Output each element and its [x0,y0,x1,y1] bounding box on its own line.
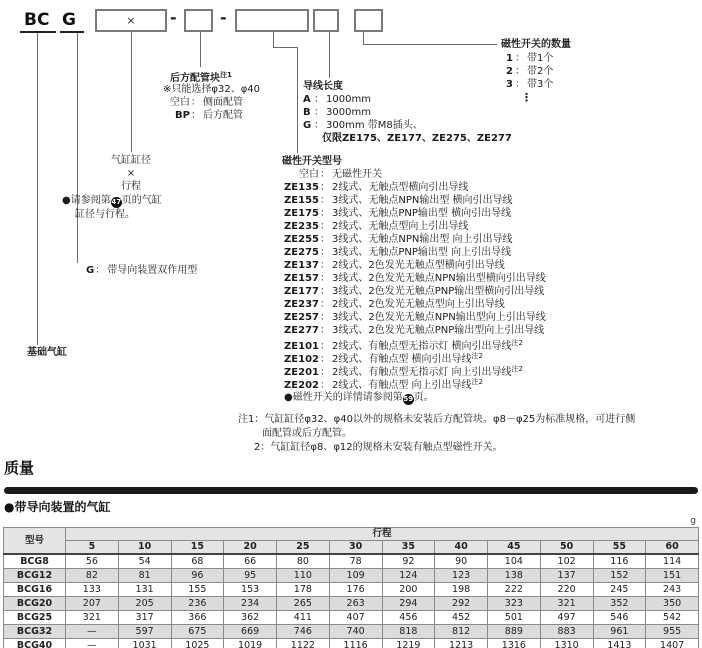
model-cell: BCG40 [4,639,66,648]
callout-line-qty [363,44,497,45]
lead-length-box [313,9,339,32]
item-desc: 3线式、2色发光无触点PNP输出型向上引出导线 [332,325,545,336]
mass-value-cell: 110 [277,569,330,583]
mass-value-cell: 104 [488,554,541,569]
item-code: 1 [506,53,513,64]
mass-value-cell: 82 [66,569,119,583]
mass-table-row [4,611,699,625]
item-colon: ： [314,120,324,131]
switch-qty-box [354,9,383,32]
item-desc: 3线式、无触点NPN输出型 横向引出导线 [332,195,513,206]
item-colon: ： [320,195,330,206]
item-code: ZE175 [284,208,319,219]
switch-model-item [282,207,546,220]
mass-value-cell: — [66,625,119,639]
mass-value-cell: 1122 [277,639,330,648]
item-desc: 1000mm [326,94,371,105]
mass-value-cell: 234 [224,597,277,611]
item-code: 空白 [170,97,190,108]
item-code: ZE235 [284,221,319,232]
mass-value-cell: 198 [435,583,488,597]
footnote-2: 2：气缸缸径φ8、φ12的规格未安装有触点型磁性开关。 [254,442,503,453]
item-colon: ： [191,97,201,108]
switch-model-list [282,168,546,389]
mass-value-cell: 321 [66,611,119,625]
mass-table [3,527,699,648]
switch-qty-item [506,65,553,78]
switch-qty-title: 磁性开关的数量 [501,39,571,50]
item-code: 空白 [299,169,319,180]
mass-value-cell: 68 [171,554,224,569]
item-desc: 带3个 [527,79,554,90]
item-code: ZE137 [284,260,319,271]
item-code: ZE135 [284,182,319,193]
mass-table-row [4,554,699,569]
item-code: B [303,107,311,118]
stroke-header-value: 15 [171,541,224,555]
mass-table-row [4,597,699,611]
model-cell: BCG8 [4,554,66,569]
mass-value-cell: 501 [488,611,541,625]
mass-value-cell: 243 [646,583,699,597]
switch-model-item [282,311,546,324]
mass-table-row [4,583,699,597]
item-colon: ： [320,182,330,193]
callout-line-switch-model [273,32,274,47]
guide-type-desc: 带导向装置双作用型 [107,265,198,276]
mass-value-cell: 292 [435,597,488,611]
item-colon: ： [320,325,330,336]
guide-type-code: G [86,265,95,276]
item-code: ZE102 [284,354,319,365]
item-desc: 3线式、2色发光无触点PNP输出型横向引出导线 [332,286,545,297]
mass-value-cell: 220 [540,583,593,597]
mass-value-cell: 95 [224,569,277,583]
mass-table-header-row [4,528,699,541]
item-colon: ： [320,299,330,310]
item-code: ZE275 [284,247,319,258]
note-text: 页的气缸 [121,195,162,206]
mass-value-cell: 56 [66,554,119,569]
base-cylinder-label: 基础气缸 [27,347,67,358]
stroke-header-value: 55 [593,541,646,555]
mass-table-row [4,625,699,639]
lead-length-item [303,106,423,119]
item-code: ZE237 [284,299,319,310]
mass-value-cell: 323 [488,597,541,611]
mass-value-cell: 205 [118,597,171,611]
mass-value-cell: — [66,639,119,648]
switch-model-item [282,363,546,376]
note-text: ●请参阅第 [62,195,111,206]
item-desc: 3线式、无触点PNP输出型 横向引出导线 [332,208,512,219]
stroke-header-value: 45 [488,541,541,555]
switch-model-title: 磁性开关型号 [282,156,342,167]
mass-value-cell: 1031 [118,639,171,648]
item-code: A [303,94,311,105]
note-ref: 注2 [511,339,524,347]
item-colon: ： [320,286,330,297]
mass-value-cell: 138 [488,569,541,583]
model-code-prefix: BC [24,10,50,30]
mass-value-cell: 597 [118,625,171,639]
item-colon: ： [320,234,330,245]
item-desc: 侧面配管 [203,97,243,108]
item-desc: 2线式、有触点型 横向引出导线 [332,354,472,365]
underline [20,31,56,33]
stroke-header-value: 60 [646,541,699,555]
mass-value-cell: 54 [118,554,171,569]
mass-table-row [4,569,699,583]
item-colon: ： [320,273,330,284]
mass-value-cell: 133 [66,583,119,597]
mass-value-cell: 497 [540,611,593,625]
bore-label: 气缸缸径 [111,155,151,166]
switch-qty-item [506,52,553,65]
switch-model-item [282,324,546,337]
mass-value-cell: 78 [329,554,382,569]
page-ref-badge: 59 [403,395,414,403]
switch-model-item [282,285,546,298]
mass-value-cell: 137 [540,569,593,583]
item-colon: ： [320,380,330,391]
stroke-header-value: 10 [118,541,171,555]
switch-model-item [282,181,546,194]
model-cell: BCG32 [4,625,66,639]
switch-model-item [282,298,546,311]
stroke-header-cell: 行程 [66,528,699,541]
bore-stroke-label [95,154,167,193]
mass-value-cell: 152 [593,569,646,583]
stroke-values-header-row [4,541,699,555]
item-code: ZE277 [284,325,319,336]
mass-value-cell: 411 [277,611,330,625]
mass-value-cell: 236 [171,597,224,611]
lead-length-item [303,119,423,132]
section-title-mass: 质量 [4,459,35,477]
switch-model-box [235,9,309,32]
mass-value-cell: 176 [329,583,382,597]
item-desc: 2线式、2色发光无触点型横向引出导线 [332,260,505,271]
stroke-header-value: 40 [435,541,488,555]
mass-value-cell: 812 [435,625,488,639]
switch-model-item [282,220,546,233]
mass-value-cell: 263 [329,597,382,611]
mass-value-cell: 245 [593,583,646,597]
footnote-1-line2: 面配管或后方配管。 [262,428,352,439]
item-colon: ： [314,94,324,105]
rear-piping-restriction: ※只能选择φ32、φ40 [163,84,261,95]
rear-piping-title-text: 后方配管块 [170,73,220,84]
note-ref: 注2 [471,352,484,360]
mass-value-cell: 1116 [329,639,382,648]
item-colon: ： [320,354,330,365]
bore-stroke-box: × [95,9,167,32]
callout-line-guide [77,33,78,263]
item-colon: ： [515,79,525,90]
mass-value-cell: 131 [118,583,171,597]
mass-value-cell: 456 [382,611,435,625]
mass-value-cell: 542 [646,611,699,625]
mass-value-cell: 746 [277,625,330,639]
switch-model-item [282,259,546,272]
switch-model-item [282,194,546,207]
guide-type-label [86,264,197,277]
stroke-header-value: 30 [329,541,382,555]
item-colon: ： [515,66,525,77]
mass-value-cell: 200 [382,583,435,597]
model-header-cell: 型号 [4,528,66,555]
item-colon: ： [515,53,525,64]
mass-value-cell: 1310 [540,639,593,648]
callout-line-switch-model [273,47,298,48]
stroke-header-value: 20 [224,541,277,555]
mass-value-cell: 1025 [171,639,224,648]
switch-qty-item [506,78,553,91]
item-desc: 带1个 [527,53,554,64]
item-code: 2 [506,66,513,77]
callout-line-rear [200,32,201,67]
callout-line-qty [363,32,364,44]
mass-value-cell: 350 [646,597,699,611]
model-cell: BCG12 [4,569,66,583]
stroke-header-value: 25 [277,541,330,555]
note-ref: 注2 [471,378,484,386]
item-code: ZE177 [284,286,319,297]
switch-qty-list [506,52,553,91]
switch-model-item [282,246,546,259]
mass-value-cell: 961 [593,625,646,639]
rear-piping-box [184,9,213,32]
mass-value-cell: 102 [540,554,593,569]
item-code: ZE202 [284,380,319,391]
callout-line-bore [131,32,132,152]
mass-value-cell: 321 [540,597,593,611]
item-colon: ： [320,208,330,219]
lead-length-list [303,93,423,132]
item-code: ZE255 [284,234,319,245]
item-desc: 2线式、有触点型无指示灯 向上引出导线 [332,367,512,378]
item-code: ZE257 [284,312,319,323]
mass-value-cell: 109 [329,569,382,583]
multiply-sign: × [126,168,136,179]
mass-table-row [4,639,699,648]
mass-value-cell: 1407 [646,639,699,648]
mass-value-cell: 153 [224,583,277,597]
mass-value-cell: 207 [66,597,119,611]
mass-value-cell: 889 [488,625,541,639]
vertical-ellipsis: ⋮ [521,91,532,104]
bore-stroke-note-line2: 缸径与行程。 [75,209,135,220]
item-code: ZE201 [284,367,319,378]
note-ref: 注2 [511,365,524,373]
switch-detail-note [284,391,434,405]
model-cell: BCG20 [4,597,66,611]
dash-separator: - [170,8,177,27]
mass-value-cell: 222 [488,583,541,597]
mass-value-cell: 90 [435,554,488,569]
dash-separator: - [220,8,227,27]
item-code: ZE157 [284,273,319,284]
mass-value-cell: 955 [646,625,699,639]
mass-value-cell: 818 [382,625,435,639]
mass-value-cell: 96 [171,569,224,583]
item-code: 3 [506,79,513,90]
item-code: ZE155 [284,195,319,206]
mass-value-cell: 66 [224,554,277,569]
item-desc: 2线式、无触点型向上引出导线 [332,221,469,232]
item-desc: 无磁性开关 [332,169,382,180]
callout-line-lead [329,32,330,78]
rear-piping-item [163,109,243,122]
item-desc: 2线式、2色发光无触点型向上引出导线 [332,299,505,310]
mass-value-cell: 151 [646,569,699,583]
item-desc: 带2个 [527,66,554,77]
mass-value-cell: 546 [593,611,646,625]
item-colon: ： [191,110,201,121]
lead-length-restriction: 仅限ZE175、ZE177、ZE275、ZE277 [322,133,512,144]
item-colon: ： [320,341,330,352]
callout-line-switch-model [297,47,298,153]
model-code-type: G [62,10,76,30]
callout-line-base [37,33,38,345]
item-desc: 3线式、2色发光无触点NPN输出型横向引出导线 [332,273,546,284]
item-desc: 300mm 带M8插头、 [326,120,423,131]
mass-value-cell: 1219 [382,639,435,648]
mass-value-cell: 883 [540,625,593,639]
mass-value-cell: 352 [593,597,646,611]
item-colon: ： [320,260,330,271]
mass-value-cell: 669 [224,625,277,639]
mass-value-cell: 366 [171,611,224,625]
switch-model-item [282,272,546,285]
switch-model-item [282,168,546,181]
item-desc: 2线式、有触点型无指示灯 横向引出导线 [332,341,512,352]
mass-value-cell: 81 [118,569,171,583]
bore-stroke-note [62,194,162,208]
item-desc: 3000mm [326,107,371,118]
item-colon: ： [320,367,330,378]
mass-value-cell: 92 [382,554,435,569]
table-subtitle: ●带导向装置的气缸 [4,500,111,514]
item-colon: ： [320,247,330,258]
mass-value-cell: 1316 [488,639,541,648]
mass-value-cell: 265 [277,597,330,611]
mass-value-cell: 1019 [224,639,277,648]
item-desc: 2线式、有触点型 向上引出导线 [332,380,472,391]
switch-model-item [282,233,546,246]
item-colon: ： [314,107,324,118]
switch-model-item [282,337,546,350]
mass-value-cell: 1213 [435,639,488,648]
mass-value-cell: 294 [382,597,435,611]
stroke-header-value: 50 [540,541,593,555]
mass-value-cell: 155 [171,583,224,597]
item-desc: 3线式、无触点PNP输出型 向上引出导线 [332,247,512,258]
mass-value-cell: 407 [329,611,382,625]
mass-value-cell: 1413 [593,639,646,648]
item-colon: ： [320,312,330,323]
stroke-header-value: 35 [382,541,435,555]
mass-value-cell: 317 [118,611,171,625]
footnote-1-line1: 注1：气缸缸径φ32、φ40以外的规格未安装后方配管块。φ8－φ25为标准规格，可进行侧 [238,414,636,425]
item-desc: 3线式、2色发光无触点NPN输出型向上引出导线 [332,312,546,323]
page-ref-badge: 47 [111,198,122,206]
item-code: BP [175,110,190,121]
stroke-label: 行程 [121,181,141,192]
mass-value-cell: 80 [277,554,330,569]
model-cell: BCG25 [4,611,66,625]
item-desc: 3线式、无触点NPN输出型 向上引出导线 [332,234,513,245]
unit-label: g [690,516,696,526]
mass-value-cell: 362 [224,611,277,625]
mass-value-cell: 114 [646,554,699,569]
note-ref: 注1 [220,71,232,79]
lead-length-item [303,93,423,106]
stroke-header-value: 5 [66,541,119,555]
mass-value-cell: 675 [171,625,224,639]
item-colon: ： [320,169,330,180]
mass-value-cell: 740 [329,625,382,639]
section-divider-bar [4,487,698,494]
item-colon: ： [320,221,330,232]
note-text: ●磁性开关的详情请参阅第 [284,392,403,403]
mass-value-cell: 116 [593,554,646,569]
item-code: ZE101 [284,341,319,352]
item-code: G [303,120,312,131]
rear-piping-list [163,96,243,122]
mass-value-cell: 452 [435,611,488,625]
mass-value-cell: 178 [277,583,330,597]
note-text: 页。 [413,392,434,403]
mass-value-cell: 123 [435,569,488,583]
item-desc: 后方配管 [203,110,243,121]
underline [60,31,84,33]
rear-piping-item [163,96,243,109]
item-desc: 2线式、无触点型横向引出导线 [332,182,469,193]
lead-length-title: 导线长度 [303,81,343,92]
item-colon: ： [95,265,106,276]
model-cell: BCG16 [4,583,66,597]
mass-value-cell: 124 [382,569,435,583]
